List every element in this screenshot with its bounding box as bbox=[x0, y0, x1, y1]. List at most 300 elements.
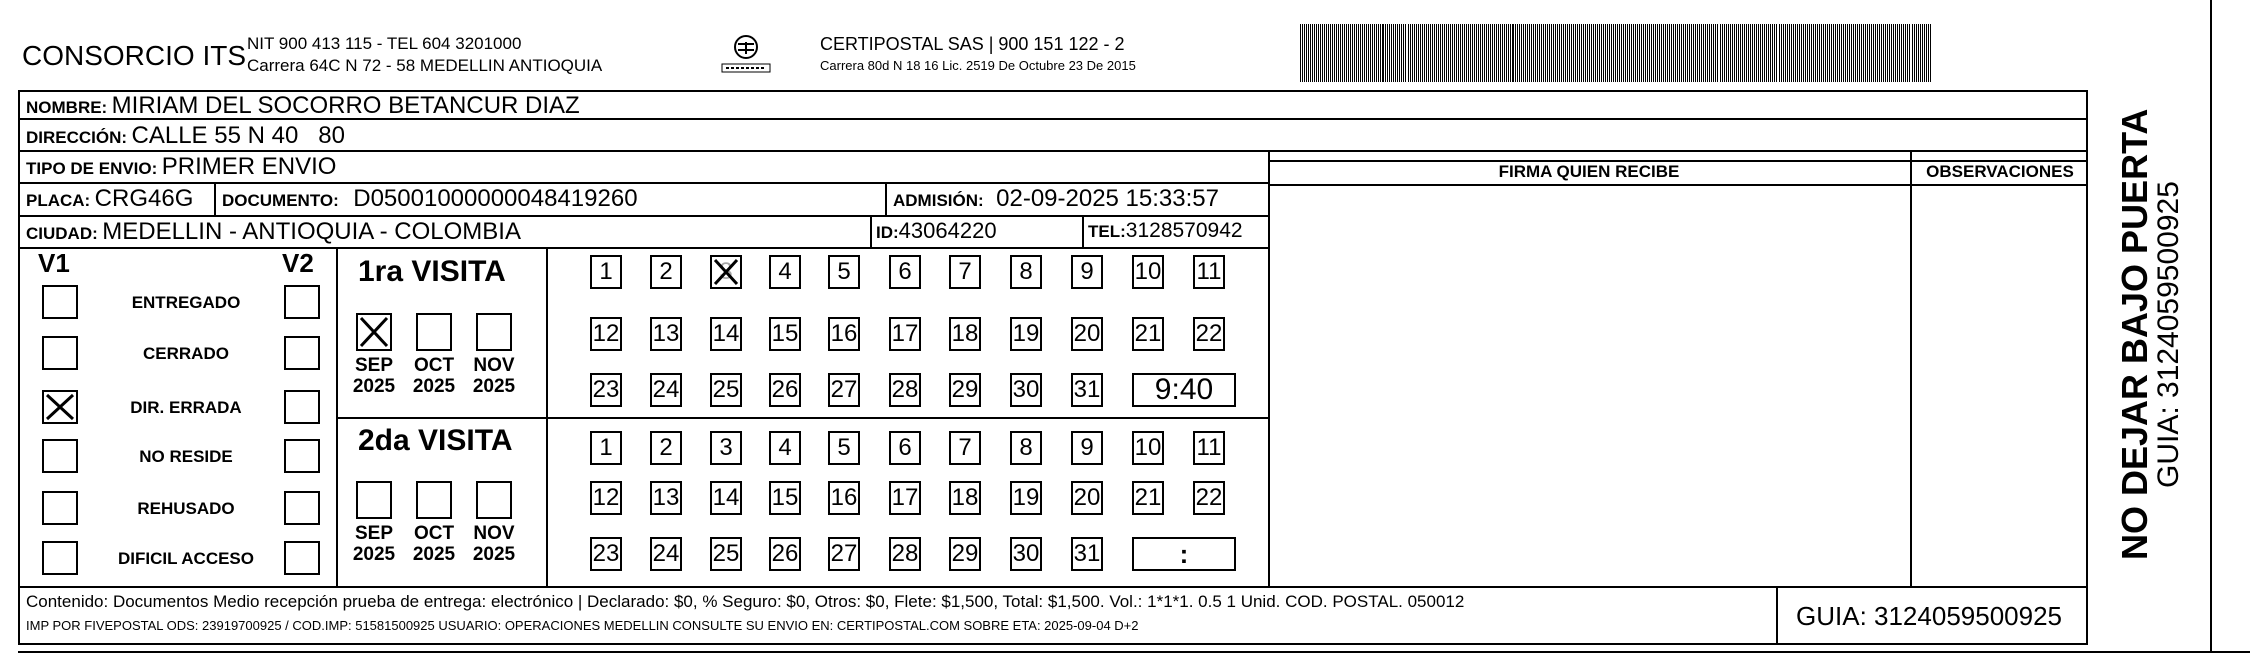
day-box[interactable] bbox=[650, 537, 682, 571]
barcode-bar bbox=[1344, 24, 1345, 82]
x-mark-icon bbox=[712, 257, 740, 287]
day-number: 9 bbox=[1080, 258, 1094, 285]
v2-checkbox[interactable] bbox=[284, 390, 320, 424]
barcode-bar bbox=[1547, 24, 1548, 82]
barcode-bar bbox=[1512, 24, 1514, 82]
barcode-bar bbox=[1815, 24, 1816, 82]
day-box[interactable] bbox=[889, 317, 921, 351]
barcode-bar bbox=[1466, 24, 1467, 82]
observaciones-header: OBSERVACIONES bbox=[1926, 162, 2074, 181]
barcode-bar bbox=[1801, 24, 1802, 82]
barcode-bar bbox=[1523, 24, 1524, 82]
barcode-bar bbox=[1748, 24, 1749, 82]
day-box[interactable] bbox=[769, 431, 801, 465]
barcode-bar bbox=[1360, 24, 1361, 82]
barcode-bar bbox=[1603, 24, 1604, 82]
barcode-bar bbox=[1770, 24, 1771, 82]
day-number: 5 bbox=[837, 258, 851, 285]
day-box[interactable] bbox=[769, 255, 801, 289]
barcode-bar bbox=[1571, 24, 1572, 82]
barcode-bar bbox=[1352, 24, 1353, 82]
barcode-bar bbox=[1645, 24, 1646, 82]
day-box[interactable] bbox=[1132, 255, 1164, 289]
barcode-bar bbox=[1356, 24, 1357, 82]
barcode-bar bbox=[1434, 24, 1435, 82]
barcode-bar bbox=[1895, 24, 1896, 82]
month-name: SEP bbox=[354, 523, 394, 544]
day-box[interactable] bbox=[1193, 317, 1225, 351]
day-number: 2 bbox=[659, 434, 673, 461]
id-value: 43064220 bbox=[898, 218, 997, 243]
barcode-bar bbox=[1330, 24, 1331, 82]
barcode-bar bbox=[1715, 24, 1716, 82]
barcode-bar bbox=[1577, 24, 1578, 82]
barcode-bar bbox=[1348, 24, 1349, 82]
barcode-bar bbox=[1643, 24, 1644, 82]
barcode-bar bbox=[1569, 24, 1570, 82]
barcode-bar bbox=[1783, 24, 1784, 82]
day-number: 3 bbox=[719, 258, 733, 285]
barcode-bar bbox=[1665, 24, 1666, 82]
v1-checkbox[interactable] bbox=[42, 541, 78, 575]
day-box[interactable] bbox=[769, 317, 801, 351]
day-number: 23 bbox=[592, 376, 620, 403]
barcode-bar bbox=[1709, 24, 1710, 82]
time-field[interactable] bbox=[1132, 373, 1236, 407]
day-box[interactable] bbox=[1132, 481, 1164, 515]
barcode-bar bbox=[1456, 24, 1457, 82]
barcode-bar bbox=[1506, 24, 1507, 82]
time-field[interactable] bbox=[1132, 537, 1236, 571]
barcode-bar bbox=[1448, 24, 1449, 82]
day-number: 26 bbox=[771, 540, 799, 567]
day-box[interactable] bbox=[889, 255, 921, 289]
day-box[interactable] bbox=[650, 255, 682, 289]
month-checkbox[interactable] bbox=[476, 313, 512, 351]
day-box[interactable] bbox=[828, 481, 860, 515]
signature-area[interactable] bbox=[1270, 186, 1908, 584]
day-number: 6 bbox=[898, 434, 912, 461]
barcode-bar bbox=[1819, 24, 1820, 82]
barcode-bar bbox=[1395, 24, 1396, 82]
day-number: 24 bbox=[652, 540, 680, 567]
barcode-bar bbox=[1533, 24, 1534, 82]
day-box[interactable] bbox=[949, 481, 981, 515]
barcode-bar bbox=[1847, 24, 1848, 82]
barcode-bar bbox=[1401, 24, 1402, 82]
barcode-bar bbox=[1422, 24, 1423, 82]
barcode-bar bbox=[1438, 24, 1439, 82]
day-box[interactable] bbox=[1132, 317, 1164, 351]
v1-checkbox[interactable] bbox=[42, 491, 78, 525]
status-option-label: DIFICIL ACCESO bbox=[117, 549, 254, 568]
documento-label: DOCUMENTO: bbox=[222, 191, 339, 210]
barcode-bar bbox=[1380, 24, 1381, 82]
barcode-bar bbox=[1474, 24, 1475, 82]
day-box[interactable] bbox=[1010, 317, 1042, 351]
day-box[interactable] bbox=[590, 317, 622, 351]
day-box[interactable] bbox=[590, 537, 622, 571]
day-box[interactable] bbox=[650, 481, 682, 515]
admision-label: ADMISIÓN: bbox=[893, 191, 984, 210]
barcode-bar bbox=[1637, 24, 1638, 82]
company-nit: NIT 900 413 115 - TEL 604 3201000 bbox=[247, 34, 522, 53]
id-row bbox=[876, 218, 997, 244]
barcode-bar bbox=[1517, 24, 1518, 82]
barcode-bar bbox=[1494, 24, 1495, 82]
barcode-bar bbox=[1397, 24, 1398, 82]
barcode-bar bbox=[1440, 24, 1441, 82]
day-box[interactable] bbox=[710, 255, 742, 289]
barcode-bar bbox=[1685, 24, 1686, 82]
barcode-bar bbox=[1791, 24, 1792, 82]
day-box[interactable] bbox=[1010, 431, 1042, 465]
barcode-bar bbox=[1631, 24, 1632, 82]
barcode-bar bbox=[1370, 24, 1371, 82]
day-box[interactable] bbox=[1132, 431, 1164, 465]
barcode-bar bbox=[1537, 24, 1538, 82]
barcode-bar bbox=[1496, 24, 1497, 82]
barcode-bar bbox=[1583, 24, 1584, 82]
barcode-bar bbox=[1701, 24, 1702, 82]
barcode-bar bbox=[1376, 24, 1377, 82]
barcode-bar bbox=[1605, 24, 1606, 82]
barcode-bar bbox=[1787, 24, 1788, 82]
barcode-bar bbox=[1613, 24, 1614, 82]
certipostal-info: CERTIPOSTAL SAS | 900 151 122 - 2 bbox=[820, 34, 1125, 54]
barcode-bar bbox=[1385, 24, 1386, 82]
v2-checkbox[interactable] bbox=[284, 439, 320, 473]
day-number: 21 bbox=[1134, 320, 1162, 347]
day-box[interactable] bbox=[1193, 481, 1225, 515]
barcode-bar bbox=[1926, 24, 1927, 82]
month-checkbox[interactable] bbox=[356, 313, 392, 351]
barcode-bar bbox=[1460, 24, 1461, 82]
barcode-bar bbox=[1420, 24, 1421, 82]
day-box[interactable] bbox=[650, 373, 682, 407]
day-box[interactable] bbox=[1071, 255, 1103, 289]
barcode-bar bbox=[1887, 24, 1888, 82]
barcode-bar bbox=[1754, 24, 1755, 82]
day-box[interactable] bbox=[769, 373, 801, 407]
barcode-bar bbox=[1428, 24, 1429, 82]
day-box[interactable] bbox=[828, 431, 860, 465]
barcode-bar bbox=[1306, 24, 1307, 82]
barcode-bar bbox=[1823, 24, 1824, 82]
day-number: 7 bbox=[958, 434, 972, 461]
barcode-bar bbox=[1677, 24, 1678, 82]
day-number: 3 bbox=[719, 434, 733, 461]
barcode-bar bbox=[1316, 24, 1317, 82]
barcode-bar bbox=[1328, 24, 1329, 82]
day-box[interactable] bbox=[590, 431, 622, 465]
barcode-bar bbox=[1641, 24, 1642, 82]
barcode-bar bbox=[1651, 24, 1652, 82]
day-box[interactable] bbox=[1071, 481, 1103, 515]
barcode-bar bbox=[1482, 24, 1483, 82]
day-box[interactable] bbox=[1010, 481, 1042, 515]
barcode-bar bbox=[1591, 24, 1592, 82]
barcode-bar bbox=[1599, 24, 1600, 82]
barcode-bar bbox=[1621, 24, 1622, 82]
day-box[interactable] bbox=[889, 373, 921, 407]
footer-imp: IMP POR FIVEPOSTAL ODS: 23919700925 / COD.IMP: 51581500925 USUARIO: OPERACIONES MEDELLIN CONSULTE SU ENVIO EN: CERTIPOSTAL.COM SOBRE ETA: 2025-09-04 D+2 bbox=[26, 618, 1139, 633]
barcode-bar bbox=[1722, 24, 1723, 82]
day-number: 19 bbox=[1012, 484, 1040, 511]
v2-checkbox[interactable] bbox=[284, 541, 320, 575]
barcode-bar bbox=[1717, 24, 1718, 82]
barcode-bar bbox=[1336, 24, 1337, 82]
barcode-bar bbox=[1464, 24, 1465, 82]
barcode-bar bbox=[1899, 24, 1900, 82]
day-box[interactable] bbox=[889, 537, 921, 571]
day-number: 20 bbox=[1073, 484, 1101, 511]
month-checkbox[interactable] bbox=[356, 481, 392, 519]
day-box[interactable] bbox=[1071, 373, 1103, 407]
day-box[interactable] bbox=[949, 431, 981, 465]
barcode-bar bbox=[1539, 24, 1540, 82]
barcode-bar bbox=[1504, 24, 1505, 82]
barcode-bar bbox=[1500, 24, 1501, 82]
barcode-bar bbox=[1795, 24, 1796, 82]
ciudad-value: MEDELLIN - ANTIOQUIA - COLOMBIA bbox=[102, 218, 521, 245]
barcode-bar bbox=[1889, 24, 1890, 82]
tipo-label: TIPO DE ENVIO: bbox=[26, 159, 158, 178]
barcode-bar bbox=[1891, 24, 1892, 82]
barcode-bar bbox=[1470, 24, 1471, 82]
barcode-bar bbox=[1635, 24, 1636, 82]
barcode-bar bbox=[1515, 24, 1516, 82]
barcode-bar bbox=[1785, 24, 1786, 82]
day-box[interactable] bbox=[828, 373, 860, 407]
day-number: 29 bbox=[951, 376, 979, 403]
barcode-bar bbox=[1555, 24, 1556, 82]
barcode-bar bbox=[1837, 24, 1838, 82]
day-number: 25 bbox=[712, 540, 740, 567]
day-box[interactable] bbox=[949, 537, 981, 571]
ciudad-row bbox=[26, 218, 521, 246]
barcode-bar bbox=[1432, 24, 1433, 82]
barcode-bar bbox=[1382, 24, 1384, 82]
barcode-bar bbox=[1744, 24, 1745, 82]
v2-checkbox[interactable] bbox=[284, 285, 320, 319]
barcode-bar bbox=[1869, 24, 1870, 82]
month-year: 2025 bbox=[472, 376, 516, 397]
barcode-bar bbox=[1543, 24, 1544, 82]
day-box[interactable] bbox=[828, 255, 860, 289]
observations-area[interactable] bbox=[1912, 186, 2086, 584]
barcode-bar bbox=[1897, 24, 1898, 82]
v2-checkbox[interactable] bbox=[284, 491, 320, 525]
barcode-bar bbox=[1764, 24, 1765, 82]
status-option-label: REHUSADO bbox=[137, 499, 235, 518]
day-box[interactable] bbox=[1010, 537, 1042, 571]
barcode-bar bbox=[1675, 24, 1676, 82]
day-number: 11 bbox=[1196, 258, 1222, 285]
barcode-bar bbox=[1750, 24, 1751, 82]
barcode-bar bbox=[1893, 24, 1894, 82]
nombre-label: NOMBRE: bbox=[26, 98, 108, 117]
day-number: 14 bbox=[712, 484, 740, 511]
day-box[interactable] bbox=[590, 481, 622, 515]
day-box[interactable] bbox=[949, 373, 981, 407]
tel-label: TEL: bbox=[1088, 222, 1126, 241]
placa-value: CRG46G bbox=[94, 185, 194, 212]
day-number: 15 bbox=[771, 320, 799, 347]
barcode-bar bbox=[1687, 24, 1688, 82]
barcode-bar bbox=[1454, 24, 1455, 82]
barcode-bar bbox=[1879, 24, 1880, 82]
barcode-bar bbox=[1762, 24, 1763, 82]
barcode-bar bbox=[1346, 24, 1347, 82]
barcode-bar bbox=[1661, 24, 1662, 82]
barcode-bar bbox=[1391, 24, 1392, 82]
day-box[interactable] bbox=[828, 317, 860, 351]
day-box[interactable] bbox=[949, 317, 981, 351]
day-box[interactable] bbox=[590, 255, 622, 289]
day-box[interactable] bbox=[710, 537, 742, 571]
barcode-bar bbox=[1535, 24, 1536, 82]
day-number: 18 bbox=[951, 320, 979, 347]
day-number: 28 bbox=[891, 540, 919, 567]
barcode-bar bbox=[1901, 24, 1902, 82]
barcode-bar bbox=[1853, 24, 1854, 82]
day-box[interactable] bbox=[889, 431, 921, 465]
barcode-bar bbox=[1760, 24, 1761, 82]
day-box[interactable] bbox=[1193, 255, 1225, 289]
day-box[interactable] bbox=[710, 431, 742, 465]
barcode-bar bbox=[1781, 24, 1782, 82]
barcode-bar bbox=[1703, 24, 1704, 82]
barcode-bar bbox=[1579, 24, 1580, 82]
day-box[interactable] bbox=[1010, 373, 1042, 407]
day-number: 1 bbox=[599, 258, 613, 285]
day-number: 4 bbox=[778, 258, 792, 285]
day-number: 12 bbox=[592, 320, 620, 347]
day-box[interactable] bbox=[828, 537, 860, 571]
barcode-bar bbox=[1875, 24, 1876, 82]
barcode-bar bbox=[1707, 24, 1708, 82]
month-checkbox[interactable] bbox=[416, 481, 452, 519]
barcode-bar bbox=[1736, 24, 1737, 82]
placa-row bbox=[26, 185, 193, 213]
barcode-bar bbox=[1340, 24, 1341, 82]
barcode-bar bbox=[1817, 24, 1818, 82]
day-number: 30 bbox=[1012, 540, 1040, 567]
company-name: CONSORCIO ITS bbox=[22, 40, 247, 71]
barcode-bar bbox=[1669, 24, 1670, 82]
barcode-bar bbox=[1922, 24, 1923, 82]
day-number: 26 bbox=[771, 376, 799, 403]
month-checkbox[interactable] bbox=[416, 313, 452, 351]
day-number: 10 bbox=[1134, 258, 1162, 285]
barcode-bar bbox=[1752, 24, 1753, 82]
barcode-bar bbox=[1827, 24, 1828, 82]
barcode-bar bbox=[1813, 24, 1814, 82]
barcode-bar bbox=[1312, 24, 1313, 82]
barcode-bar bbox=[1593, 24, 1594, 82]
v1-checkbox[interactable] bbox=[42, 336, 78, 370]
barcode-bar bbox=[1855, 24, 1856, 82]
v1-checkbox[interactable] bbox=[42, 285, 78, 319]
day-box[interactable] bbox=[1071, 431, 1103, 465]
month-checkbox[interactable] bbox=[476, 481, 512, 519]
barcode-bar bbox=[1575, 24, 1576, 82]
barcode-bar bbox=[1597, 24, 1598, 82]
barcode-bar bbox=[1529, 24, 1530, 82]
barcode-bar bbox=[1930, 24, 1931, 82]
v2-checkbox[interactable] bbox=[284, 336, 320, 370]
day-number: 28 bbox=[891, 376, 919, 403]
day-number: 12 bbox=[592, 484, 620, 511]
barcode-bar bbox=[1498, 24, 1499, 82]
day-box[interactable] bbox=[1010, 255, 1042, 289]
day-box[interactable] bbox=[710, 481, 742, 515]
nombre-value: MIRIAM DEL SOCORRO BETANCUR DIAZ bbox=[111, 92, 580, 119]
day-number: 18 bbox=[951, 484, 979, 511]
barcode-bar bbox=[1857, 24, 1858, 82]
v1-checkbox[interactable] bbox=[42, 390, 78, 424]
day-box[interactable] bbox=[1071, 537, 1103, 571]
footer-contenido: Contenido: Documentos Medio recepción prueba de entrega: electrónico | Declarado: $0, % Seguro: $0, Otros: $0, Flete: $1,500, Total: $1,500. Vol.: 1*1*1. 0.5 1 Unid. COD. POSTAL. 050012 bbox=[26, 592, 1465, 611]
barcode-bar bbox=[1358, 24, 1359, 82]
day-box[interactable] bbox=[769, 481, 801, 515]
day-box[interactable] bbox=[949, 255, 981, 289]
barcode-bar bbox=[1478, 24, 1479, 82]
day-box[interactable] bbox=[650, 431, 682, 465]
barcode-bar bbox=[1302, 24, 1303, 82]
v2-header: V2 bbox=[282, 248, 314, 278]
barcode-bar bbox=[1681, 24, 1682, 82]
barcode-bar bbox=[1318, 24, 1319, 82]
barcode-bar bbox=[1841, 24, 1842, 82]
day-number: 16 bbox=[830, 320, 858, 347]
barcode-bar bbox=[1545, 24, 1546, 82]
barcode-bar bbox=[1446, 24, 1447, 82]
v1-checkbox[interactable] bbox=[42, 439, 78, 473]
barcode-bar bbox=[1472, 24, 1473, 82]
barcode-bar bbox=[1418, 24, 1419, 82]
barcode-bar bbox=[1458, 24, 1459, 82]
barcode-bar bbox=[1883, 24, 1884, 82]
day-number: 2 bbox=[659, 258, 673, 285]
day-box[interactable] bbox=[769, 537, 801, 571]
day-number: 8 bbox=[1019, 434, 1033, 461]
barcode-bar bbox=[1502, 24, 1503, 82]
day-box[interactable] bbox=[1193, 431, 1225, 465]
day-number: 17 bbox=[891, 484, 919, 511]
barcode-bar bbox=[1633, 24, 1634, 82]
barcode-bar bbox=[1811, 24, 1812, 82]
barcode-bar bbox=[1595, 24, 1596, 82]
barcode-bar bbox=[1924, 24, 1925, 82]
day-box[interactable] bbox=[889, 481, 921, 515]
barcode-bar bbox=[1354, 24, 1355, 82]
barcode-bar bbox=[1561, 24, 1562, 82]
barcode-bar bbox=[1334, 24, 1335, 82]
status-option-label: NO RESIDE bbox=[139, 447, 233, 466]
barcode-bar bbox=[1617, 24, 1618, 82]
time-value: : bbox=[1179, 539, 1189, 569]
documento-row bbox=[222, 185, 638, 213]
day-box[interactable] bbox=[590, 373, 622, 407]
day-box[interactable] bbox=[650, 317, 682, 351]
day-box[interactable] bbox=[710, 373, 742, 407]
day-box[interactable] bbox=[710, 317, 742, 351]
barcode-bar bbox=[1430, 24, 1431, 82]
barcode-bar bbox=[1609, 24, 1610, 82]
day-box[interactable] bbox=[1071, 317, 1103, 351]
